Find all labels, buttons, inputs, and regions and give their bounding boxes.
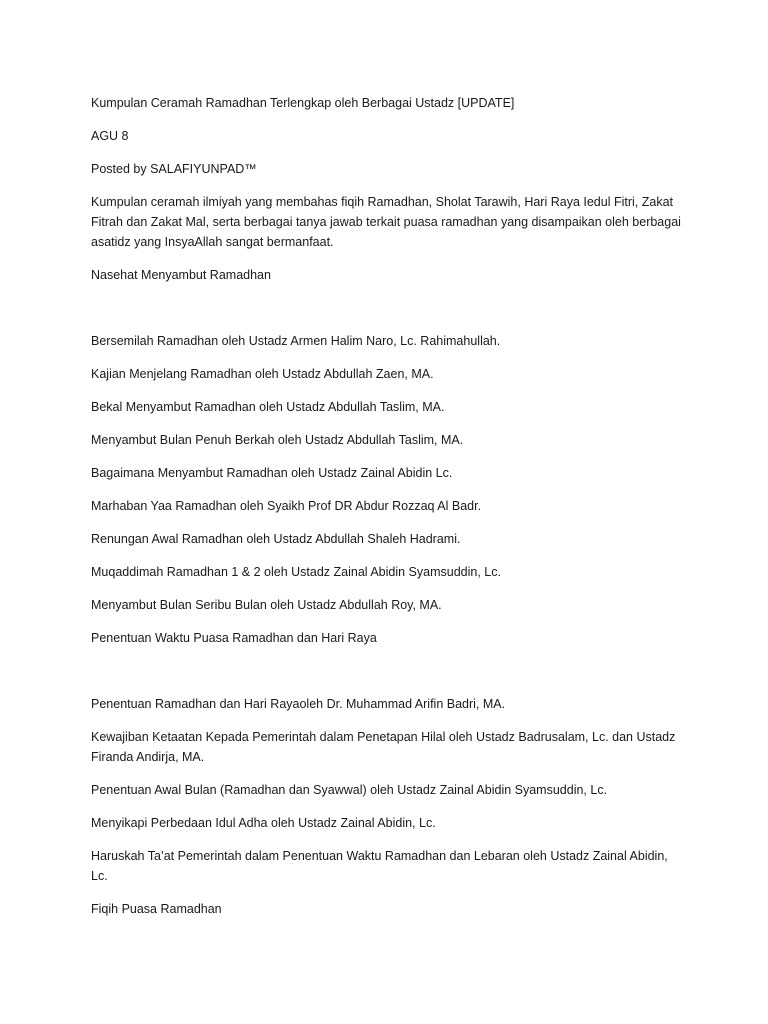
list-item: Haruskah Ta’at Pemerintah dalam Penentuan Waktu Ramadhan dan Lebaran oleh Ustadz Zainal Abidin, Lc. <box>91 849 668 883</box>
list-item: Kajian Menjelang Ramadhan oleh Ustadz Abdullah Zaen, MA. <box>91 367 434 381</box>
spacer <box>91 298 681 331</box>
spacer <box>91 661 681 694</box>
document-title: Kumpulan Ceramah Ramadhan Terlengkap oleh Berbagai Ustadz [UPDATE] <box>91 96 515 110</box>
list-item: Marhaban Yaa Ramadhan oleh Syaikh Prof DR Abdur Rozzaq Al Badr. <box>91 499 482 513</box>
post-author: Posted by SALAFIYUNPAD™ <box>91 162 257 176</box>
list-item: Menyambut Bulan Penuh Berkah oleh Ustadz Abdullah Taslim, MA. <box>91 433 464 447</box>
list-item: Kewajiban Ketaatan Kepada Pemerintah dalam Penetapan Hilal oleh Ustadz Badrusalam, Lc. dan Ustadz Firanda Andirja, MA. <box>91 730 676 764</box>
document-page <box>91 93 681 932</box>
list-item: Menyambut Bulan Seribu Bulan oleh Ustadz Abdullah Roy, MA. <box>91 598 442 612</box>
list-item: Menyikapi Perbedaan Idul Adha oleh Ustadz Zainal Abidin, Lc. <box>91 816 436 830</box>
intro-paragraph: Kumpulan ceramah ilmiyah yang membahas fiqih Ramadhan, Sholat Tarawih, Hari Raya Iedul Fitri, Zakat Fitrah dan Zakat Mal, serta berbagai tanya jawab terkait puasa ramadhan yang disampaikan oleh berbagai asatidz yang InsyaAllah sangat bermanfaat. <box>91 195 681 249</box>
list-item: Muqaddimah Ramadhan 1 & 2 oleh Ustadz Zainal Abidin Syamsuddin, Lc. <box>91 565 501 579</box>
list-item: Penentuan Awal Bulan (Ramadhan dan Syawwal) oleh Ustadz Zainal Abidin Syamsuddin, Lc. <box>91 783 608 797</box>
list-item: Renungan Awal Ramadhan oleh Ustadz Abdullah Shaleh Hadrami. <box>91 532 461 546</box>
section-heading-nasehat: Nasehat Menyambut Ramadhan <box>91 268 271 282</box>
post-date: AGU 8 <box>91 129 129 143</box>
section-heading-penentuan: Penentuan Waktu Puasa Ramadhan dan Hari Raya <box>91 631 377 645</box>
section-heading-fiqih: Fiqih Puasa Ramadhan <box>91 902 222 916</box>
list-item: Bersemilah Ramadhan oleh Ustadz Armen Halim Naro, Lc. Rahimahullah. <box>91 334 501 348</box>
list-item: Penentuan Ramadhan dan Hari Rayaoleh Dr. Muhammad Arifin Badri, MA. <box>91 697 506 711</box>
list-item: Bekal Menyambut Ramadhan oleh Ustadz Abdullah Taslim, MA. <box>91 400 445 414</box>
list-item: Bagaimana Menyambut Ramadhan oleh Ustadz Zainal Abidin Lc. <box>91 466 453 480</box>
